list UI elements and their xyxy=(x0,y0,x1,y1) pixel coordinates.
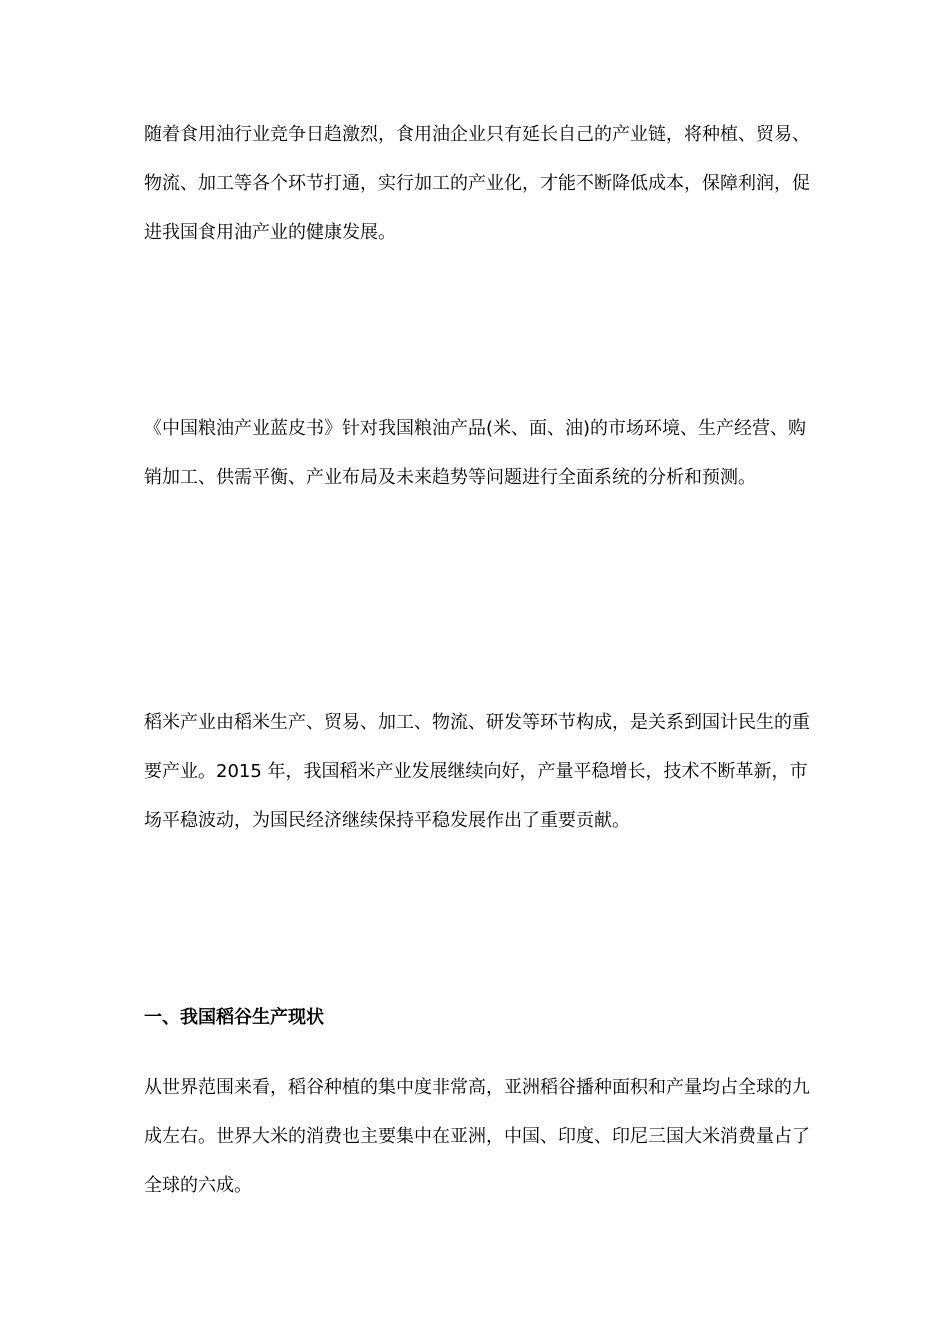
paragraph-rice-production-status: 从世界范围来看，稻谷种植的集中度非常高，亚洲稻谷播种面积和产量均占全球的九成左右。世界大米的消费也主要集中在亚洲，中国、印度、印尼三国大米消费量占了全球的六成。 xyxy=(144,1077,810,1196)
paragraph-rice-industry: 稻米产业由稻米生产、贸易、加工、物流、研发等环节构成，是关系到国计民生的重要产业。2015 年，我国稻米产业发展继续向好，产量平稳增长，技术不断革新，市场平稳波动，为国民经济继续保持平稳发展作出了重要贡献。 xyxy=(144,712,810,831)
paragraph-edible-oil-industry: 随着食用油行业竞争日趋激烈，食用油企业只有延长自己的产业链，将种植、贸易、物流、加工等各个环节打通，实行加工的产业化，才能不断降低成本，保障利润，促进我国食用油产业的健康发展。 xyxy=(144,124,810,243)
section-heading: 一、我国稻谷生产现状 xyxy=(144,1007,324,1028)
paragraph-grain-oil-bluebook: 《中国粮油产业蓝皮书》针对我国粮油产品(米、面、油)的市场环境、生产经营、购销加工、供需平衡、产业布局及未来趋势等问题进行全面系统的分析和预测。 xyxy=(144,418,807,488)
